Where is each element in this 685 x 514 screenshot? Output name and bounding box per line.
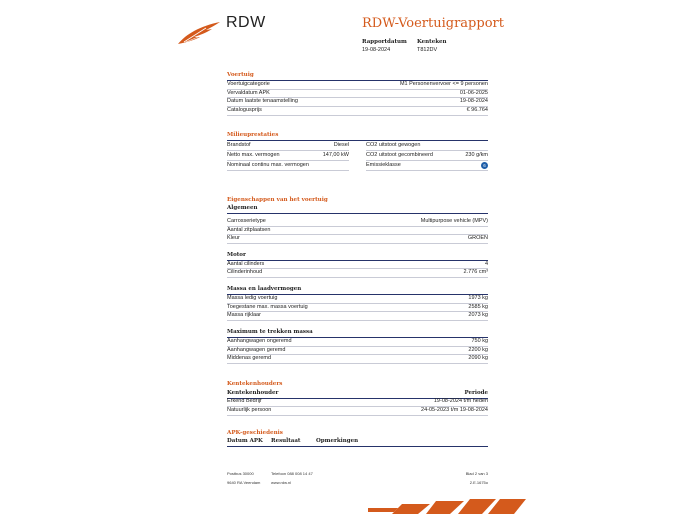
row-value: € 96.764 — [466, 107, 488, 113]
row-label: Nominaal continu max. vermogen — [227, 162, 309, 168]
emissieklasse-badge: 6 — [481, 162, 488, 169]
row-value: Diesel — [333, 142, 349, 148]
row-value: 2073 kg — [468, 312, 488, 318]
row-label: Kleur — [227, 235, 240, 241]
row-label: Toegestane max. massa voertuig — [227, 304, 308, 310]
row-label: Catalogusprijs — [227, 107, 262, 113]
row-label: Aanhangwagen geremd — [227, 347, 286, 353]
column-header-opmerkingen: Opmerkingen — [316, 438, 359, 444]
kenteken-value: T812DV — [417, 47, 438, 53]
footer-address1: Postbus 30000 — [227, 471, 254, 476]
subsection-algemeen-title: Algemeen — [227, 205, 258, 211]
footer-page: Blad 2 van 3 — [465, 471, 488, 476]
row-value: 19-08-2024 — [459, 98, 488, 104]
row-label: Aantal zitplaatsen — [227, 227, 271, 233]
row-label: Datum laatste tenaamstelling — [227, 98, 298, 104]
row-value: 147,00 kW — [322, 152, 349, 158]
footer-web[interactable]: www.rdw.nl — [271, 480, 292, 485]
row-label: Massa rijklaar — [227, 312, 261, 318]
rdw-logo-icon — [176, 20, 222, 46]
row-label: Cilinderinhoud — [227, 269, 263, 275]
subsection-trekken-title: Maximum te trekken massa — [227, 329, 313, 335]
row-value: 2585 kg — [468, 304, 488, 310]
row-label: Massa ledig voertuig — [227, 295, 278, 301]
subsection-motor-title: Motor — [227, 252, 246, 258]
column-header-periode: Periode — [464, 390, 488, 396]
row-value: 24-05-2023 t/m 19-08-2024 — [421, 407, 488, 413]
row-label: CO2 uitstoot gewogen — [366, 142, 421, 148]
column-header-kentekenhouder: Kentekenhouder — [227, 390, 279, 396]
row-value: 01-06-2025 — [459, 90, 488, 96]
subsection-massa-title: Massa en laadvermogen — [227, 286, 302, 292]
column-header-resultaat: Resultaat — [271, 438, 301, 444]
section-eigenschappen-title: Eigenschappen van het voertuig — [227, 197, 328, 203]
row-value: 2090 kg — [468, 355, 488, 361]
section-apk-title: APK-geschiedenis — [227, 430, 283, 436]
row-label: Erkend Bedrijf — [227, 398, 262, 404]
row-value: 19-08-2024 t/m heden — [433, 398, 488, 404]
section-voertuig-title: Voertuig — [227, 72, 254, 78]
section-kentekenhouders-title: Kentekenhouders — [227, 381, 283, 387]
column-header-datum-apk: Datum APK — [227, 438, 263, 444]
row-label: Carrosserietype — [227, 218, 266, 224]
row-label: Emissieklasse — [366, 162, 401, 168]
row-label: Netto max. vermogen — [227, 152, 280, 158]
row-label: Aantal cilinders — [227, 261, 265, 267]
row-value: Multipurpose vehicle (MPV) — [420, 218, 488, 224]
footer-address2: 9640 RA Veendam — [227, 480, 261, 485]
kenteken-label: Kenteken — [417, 39, 447, 45]
row-label: Vervaldatum APK — [227, 90, 270, 96]
row-label: Middenas geremd — [227, 355, 272, 361]
row-label: CO2 uitstoot gecombineerd — [366, 152, 433, 158]
row-value: 1973 kg — [468, 295, 488, 301]
report-title: RDW-Voertuigrapport — [362, 16, 504, 31]
row-value: GROEN — [467, 235, 488, 241]
row-label: Brandstof — [227, 142, 251, 148]
row-label: Natuurlijk persoon — [227, 407, 272, 413]
row-value: 2.776 cm³ — [463, 269, 488, 275]
row-label: Aanhangwagen ongeremd — [227, 338, 292, 344]
row-value: 750 kg — [471, 338, 488, 344]
rapportdatum-value: 19-08-2024 — [362, 47, 391, 53]
stripes-decoration-icon — [368, 499, 528, 514]
footer-phone: Telefoon 088 008 14 47 — [271, 471, 313, 476]
section-milieu-title: Milieuprestaties — [227, 132, 279, 138]
row-label: Voertuigcategorie — [227, 81, 270, 87]
footer-code: 2.E.1675o — [469, 480, 488, 485]
row-value: M1 Personenvervoer <= 9 personen — [399, 81, 488, 87]
logo-text: RDW — [226, 14, 266, 31]
row-value: 4 — [484, 261, 488, 267]
row-value: 230 g/km — [465, 152, 488, 158]
rapportdatum-label: Rapportdatum — [362, 39, 407, 45]
row-value: 2200 kg — [468, 347, 488, 353]
